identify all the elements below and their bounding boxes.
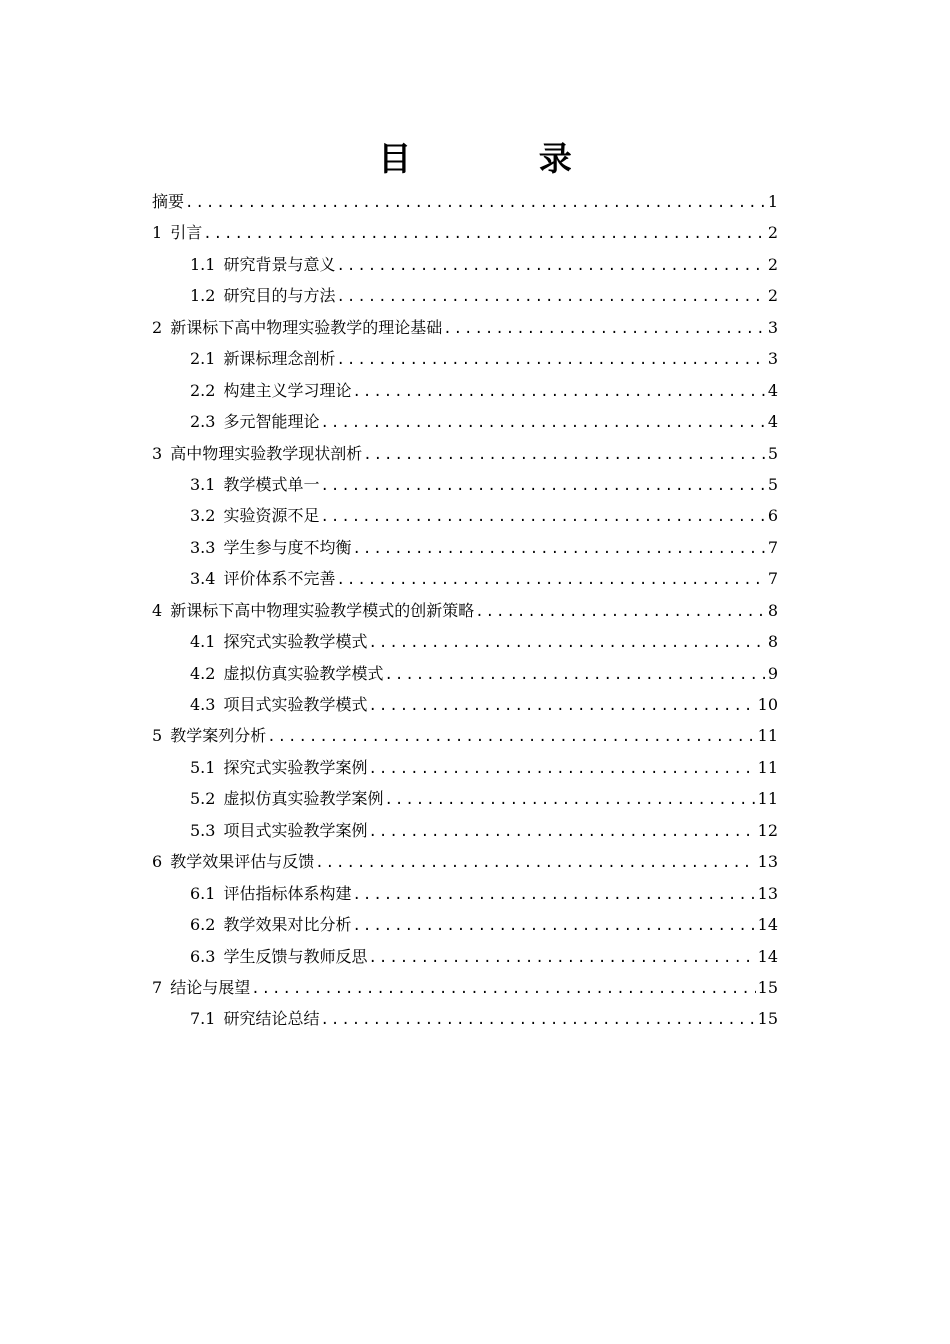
toc-dot-leader bbox=[368, 817, 755, 846]
toc-entry-page-number: 11 bbox=[757, 726, 778, 746]
toc-entry-title: 摘要 bbox=[152, 192, 185, 211]
toc-dot-leader bbox=[320, 471, 765, 500]
toc-entry-title: 学生参与度不均衡 bbox=[223, 537, 352, 557]
toc-entry-page-number: 10 bbox=[757, 695, 778, 714]
toc-dot-leader bbox=[315, 848, 755, 877]
toc-entry-number: 2 bbox=[152, 317, 163, 337]
toc-dot-leader bbox=[336, 565, 765, 594]
toc-dot-leader bbox=[368, 628, 765, 657]
toc-dot-leader bbox=[336, 345, 765, 374]
toc-entry[interactable] bbox=[152, 595, 778, 626]
toc-entry[interactable] bbox=[152, 186, 778, 217]
toc-entry-page-number: 15 bbox=[757, 1009, 778, 1029]
toc-entry-title: 评估指标体系构建 bbox=[223, 883, 352, 903]
toc-entry[interactable] bbox=[152, 783, 778, 814]
toc-entry-page-number: 2 bbox=[767, 223, 778, 243]
toc-entry[interactable] bbox=[152, 846, 778, 877]
toc-entry-number: 2.2 bbox=[190, 380, 216, 400]
toc-entry-title: 评价体系不完善 bbox=[223, 569, 336, 589]
toc-dot-leader bbox=[352, 534, 765, 563]
toc-entry-number: 6 bbox=[152, 852, 163, 872]
toc-entry[interactable] bbox=[152, 343, 778, 374]
toc-entry-title: 研究目的与方法 bbox=[223, 286, 336, 306]
toc-entry-number: 3.2 bbox=[190, 506, 216, 526]
toc-entry-title: 探究式实验教学模式 bbox=[223, 632, 368, 652]
toc-entry-page-number: 12 bbox=[757, 820, 778, 840]
toc-entry-page-number: 13 bbox=[757, 852, 778, 872]
toc-dot-leader bbox=[336, 251, 765, 280]
toc-entry-title: 项目式实验教学模式 bbox=[223, 695, 368, 714]
toc-entry[interactable] bbox=[152, 815, 778, 846]
toc-entry[interactable] bbox=[152, 217, 778, 248]
toc-entry-page-number: 4 bbox=[767, 380, 778, 400]
toc-entry-title: 教学模式单一 bbox=[223, 474, 320, 494]
toc-entry-page-number: 14 bbox=[757, 946, 778, 966]
toc-dot-leader bbox=[443, 314, 766, 343]
toc-entry[interactable] bbox=[152, 438, 778, 469]
toc-entry[interactable] bbox=[152, 469, 778, 500]
toc-entry-title: 虚拟仿真实验教学模式 bbox=[223, 663, 384, 683]
toc-entry-number: 1.1 bbox=[190, 254, 216, 274]
toc-entry-title: 新课标理念剖析 bbox=[223, 349, 336, 369]
toc-entry-number: 3 bbox=[152, 443, 163, 463]
toc-dot-leader bbox=[336, 282, 765, 311]
toc-entry-number: 4.3 bbox=[190, 695, 216, 714]
toc-entry-title: 研究结论总结 bbox=[223, 1009, 320, 1029]
toc-entry[interactable] bbox=[152, 406, 778, 437]
toc-entry-title: 新课标下高中物理实验教学模式的创新策略 bbox=[170, 600, 475, 620]
toc-entry-page-number: 8 bbox=[767, 600, 778, 620]
toc-entry-number: 5.2 bbox=[190, 789, 216, 809]
toc-entry-page-number: 13 bbox=[757, 883, 778, 903]
toc-entry-title: 新课标下高中物理实验教学的理论基础 bbox=[170, 317, 443, 337]
toc-entry-number: 5.1 bbox=[190, 757, 216, 777]
toc-title: 目 录 bbox=[378, 139, 630, 178]
toc-entry-title: 虚拟仿真实验教学案例 bbox=[223, 789, 384, 809]
toc-entry-title: 实验资源不足 bbox=[223, 506, 320, 526]
toc-entry-number: 5 bbox=[152, 726, 163, 746]
toc-entry[interactable] bbox=[152, 280, 778, 311]
toc-entry-number: 6.1 bbox=[190, 883, 216, 903]
toc-entry-title: 探究式实验教学案例 bbox=[223, 757, 368, 777]
toc-entry-title: 高中物理实验教学现状剖析 bbox=[170, 443, 363, 463]
toc-dot-leader bbox=[368, 691, 755, 720]
toc-entry[interactable] bbox=[152, 941, 778, 972]
toc-entry-number: 5.3 bbox=[190, 820, 216, 840]
toc-entry-page-number: 11 bbox=[757, 757, 778, 777]
toc-entry-page-number: 6 bbox=[767, 506, 778, 526]
toc-entry[interactable] bbox=[152, 563, 778, 594]
toc-entry[interactable] bbox=[152, 720, 778, 751]
toc-entry-page-number: 1 bbox=[767, 192, 778, 211]
toc-entry-number: 4.2 bbox=[190, 663, 216, 683]
toc-dot-leader bbox=[320, 1005, 755, 1034]
toc-entry-number: 3.4 bbox=[190, 569, 216, 589]
toc-entry-number: 7.1 bbox=[190, 1009, 216, 1029]
toc-entry[interactable] bbox=[152, 752, 778, 783]
toc-dot-leader bbox=[352, 880, 755, 909]
toc-entry-page-number: 7 bbox=[767, 537, 778, 557]
toc-entry-title: 研究背景与意义 bbox=[223, 254, 336, 274]
toc-entry-page-number: 3 bbox=[767, 317, 778, 337]
toc-dot-leader bbox=[384, 785, 755, 814]
toc-entry[interactable] bbox=[152, 532, 778, 563]
toc-entry-number: 1 bbox=[152, 223, 163, 243]
toc-list bbox=[152, 186, 778, 1035]
toc-dot-leader bbox=[352, 377, 765, 406]
toc-entry-number: 6.3 bbox=[190, 946, 216, 966]
toc-entry[interactable] bbox=[152, 972, 778, 1003]
toc-dot-leader bbox=[267, 722, 755, 751]
toc-entry-page-number: 5 bbox=[767, 474, 778, 494]
toc-dot-leader bbox=[363, 440, 766, 469]
toc-dot-leader bbox=[368, 754, 755, 783]
toc-entry-title: 教学效果评估与反馈 bbox=[170, 852, 315, 872]
toc-entry-title: 学生反馈与教师反思 bbox=[223, 946, 368, 966]
toc-entry-title: 教学效果对比分析 bbox=[223, 915, 352, 935]
toc-entry[interactable] bbox=[152, 878, 778, 909]
toc-entry-page-number: 14 bbox=[757, 915, 778, 935]
toc-entry[interactable] bbox=[152, 626, 778, 657]
toc-dot-leader bbox=[475, 597, 766, 626]
toc-entry-page-number: 11 bbox=[757, 789, 778, 809]
toc-entry-title: 引言 bbox=[170, 223, 203, 243]
toc-entry[interactable] bbox=[152, 375, 778, 406]
toc-entry-title: 多元智能理论 bbox=[223, 412, 320, 432]
toc-entry[interactable] bbox=[152, 312, 778, 343]
toc-entry-title: 教学案列分析 bbox=[170, 726, 267, 746]
toc-dot-leader bbox=[320, 408, 765, 437]
toc-entry-number: 2.1 bbox=[190, 349, 216, 369]
toc-entry-number: 3.1 bbox=[190, 474, 216, 494]
toc-entry-number: 1.2 bbox=[190, 286, 216, 306]
toc-entry-number: 3.3 bbox=[190, 537, 216, 557]
toc-entry[interactable] bbox=[152, 658, 778, 689]
toc-dot-leader bbox=[352, 911, 755, 940]
toc-dot-leader bbox=[368, 943, 755, 972]
toc-entry-page-number: 9 bbox=[767, 663, 778, 683]
toc-entry-page-number: 3 bbox=[767, 349, 778, 369]
toc-entry-page-number: 7 bbox=[767, 569, 778, 589]
toc-dot-leader bbox=[203, 219, 766, 248]
toc-entry-number: 6.2 bbox=[190, 915, 216, 935]
toc-entry-page-number: 2 bbox=[767, 254, 778, 274]
toc-entry[interactable] bbox=[152, 689, 778, 720]
toc-entry-number: 4 bbox=[152, 600, 163, 620]
toc-entry-number: 2.3 bbox=[190, 412, 216, 432]
toc-entry[interactable] bbox=[152, 909, 778, 940]
toc-dot-leader bbox=[185, 188, 766, 217]
toc-entry-page-number: 5 bbox=[767, 443, 778, 463]
toc-entry[interactable] bbox=[152, 500, 778, 531]
toc-entry[interactable] bbox=[152, 1003, 778, 1034]
toc-entry[interactable] bbox=[152, 249, 778, 280]
toc-entry-number: 7 bbox=[152, 977, 163, 997]
toc-dot-leader bbox=[251, 974, 755, 1003]
toc-dot-leader bbox=[320, 502, 765, 531]
toc-entry-number: 4.1 bbox=[190, 632, 216, 652]
toc-entry-title: 结论与展望 bbox=[170, 977, 251, 997]
toc-entry-title: 构建主义学习理论 bbox=[223, 380, 352, 400]
toc-entry-page-number: 15 bbox=[757, 977, 778, 997]
toc-entry-page-number: 2 bbox=[767, 286, 778, 306]
toc-dot-leader bbox=[384, 660, 765, 689]
toc-entry-title: 项目式实验教学案例 bbox=[223, 820, 368, 840]
toc-entry-page-number: 8 bbox=[767, 632, 778, 652]
toc-entry-page-number: 4 bbox=[767, 412, 778, 432]
